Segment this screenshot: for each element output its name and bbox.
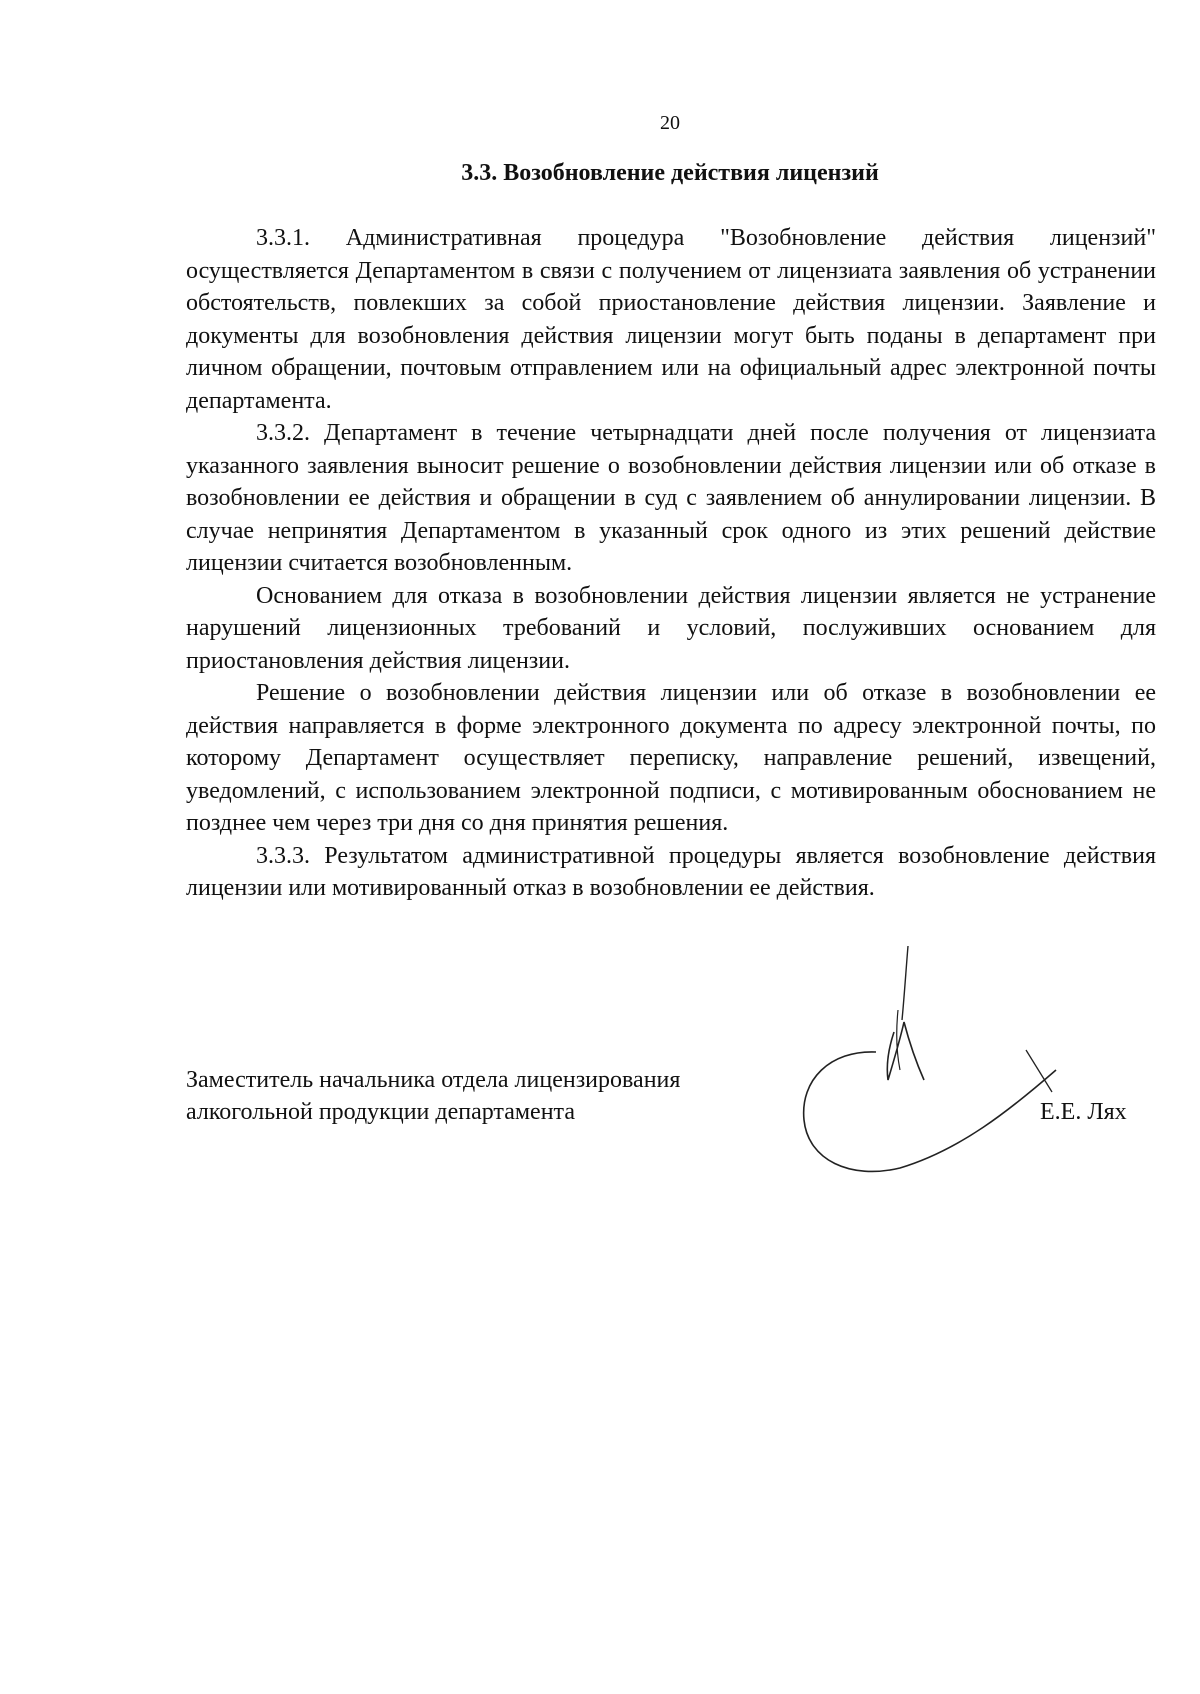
signatory-position xyxy=(186,1064,680,1128)
signatory-position-line1: Заместитель начальника отдела лицензирования xyxy=(186,1067,681,1093)
section-title: 3.3. Возобновление действия лицензий xyxy=(461,160,879,186)
paragraph-3-3-2: 3.3.2. Департамент в течение четырнадцати дней после получения от лицензиата указанного заявления выносит решение о возобновлении действия лицензии или об отказе в возобновлении ее действия и обращении в суд с заявлением об аннулировании лицензии. В случае непринятия Департаментом в указанный срок одного из этих решений действие лицензии считается возобновленным. xyxy=(186,420,1156,576)
signatory-name: Е.Е. Лях xyxy=(1040,1099,1127,1125)
signatory-position-line2: алкогольной продукции департамента xyxy=(186,1099,575,1125)
paragraph-refusal-grounds: Основанием для отказа в возобновлении действия лицензии является не устранение нарушений лицензионных требований и условий, послуживших основанием для приостановления действия лицензии. xyxy=(186,582,1156,674)
document-body xyxy=(186,222,1156,905)
paragraph-3-3-3: 3.3.3. Результатом административной процедуры является возобновление действия лицензии или мотивированный отказ в возобновлении ее действия. xyxy=(186,842,1156,901)
paragraph-decision-delivery: Решение о возобновлении действия лицензии или об отказе в возобновлении ее действия направляется в форме электронного документа по адресу электронной почты, по которому Департамент осуществляет переписку, направление решений, извещений, уведомлений, с использованием электронной подписи, с мотивированным обоснованием не позднее чем через три дня со дня принятия решения. xyxy=(186,680,1156,836)
page-number: 20 xyxy=(660,112,680,134)
paragraph-3-3-1: 3.3.1. Административная процедура "Возобновление действия лицензий" осуществляется Департаментом в связи с получением от лицензиата заявления об устранении обстоятельств, повлекших за собой приостановление действия лицензии. Заявление и документы для возобновления действия лицензии могут быть поданы в департамент при личном обращении, почтовым отправлением или на официальный адрес электронной почты департамента. xyxy=(186,225,1156,414)
handwritten-signature-icon xyxy=(790,940,1090,1220)
